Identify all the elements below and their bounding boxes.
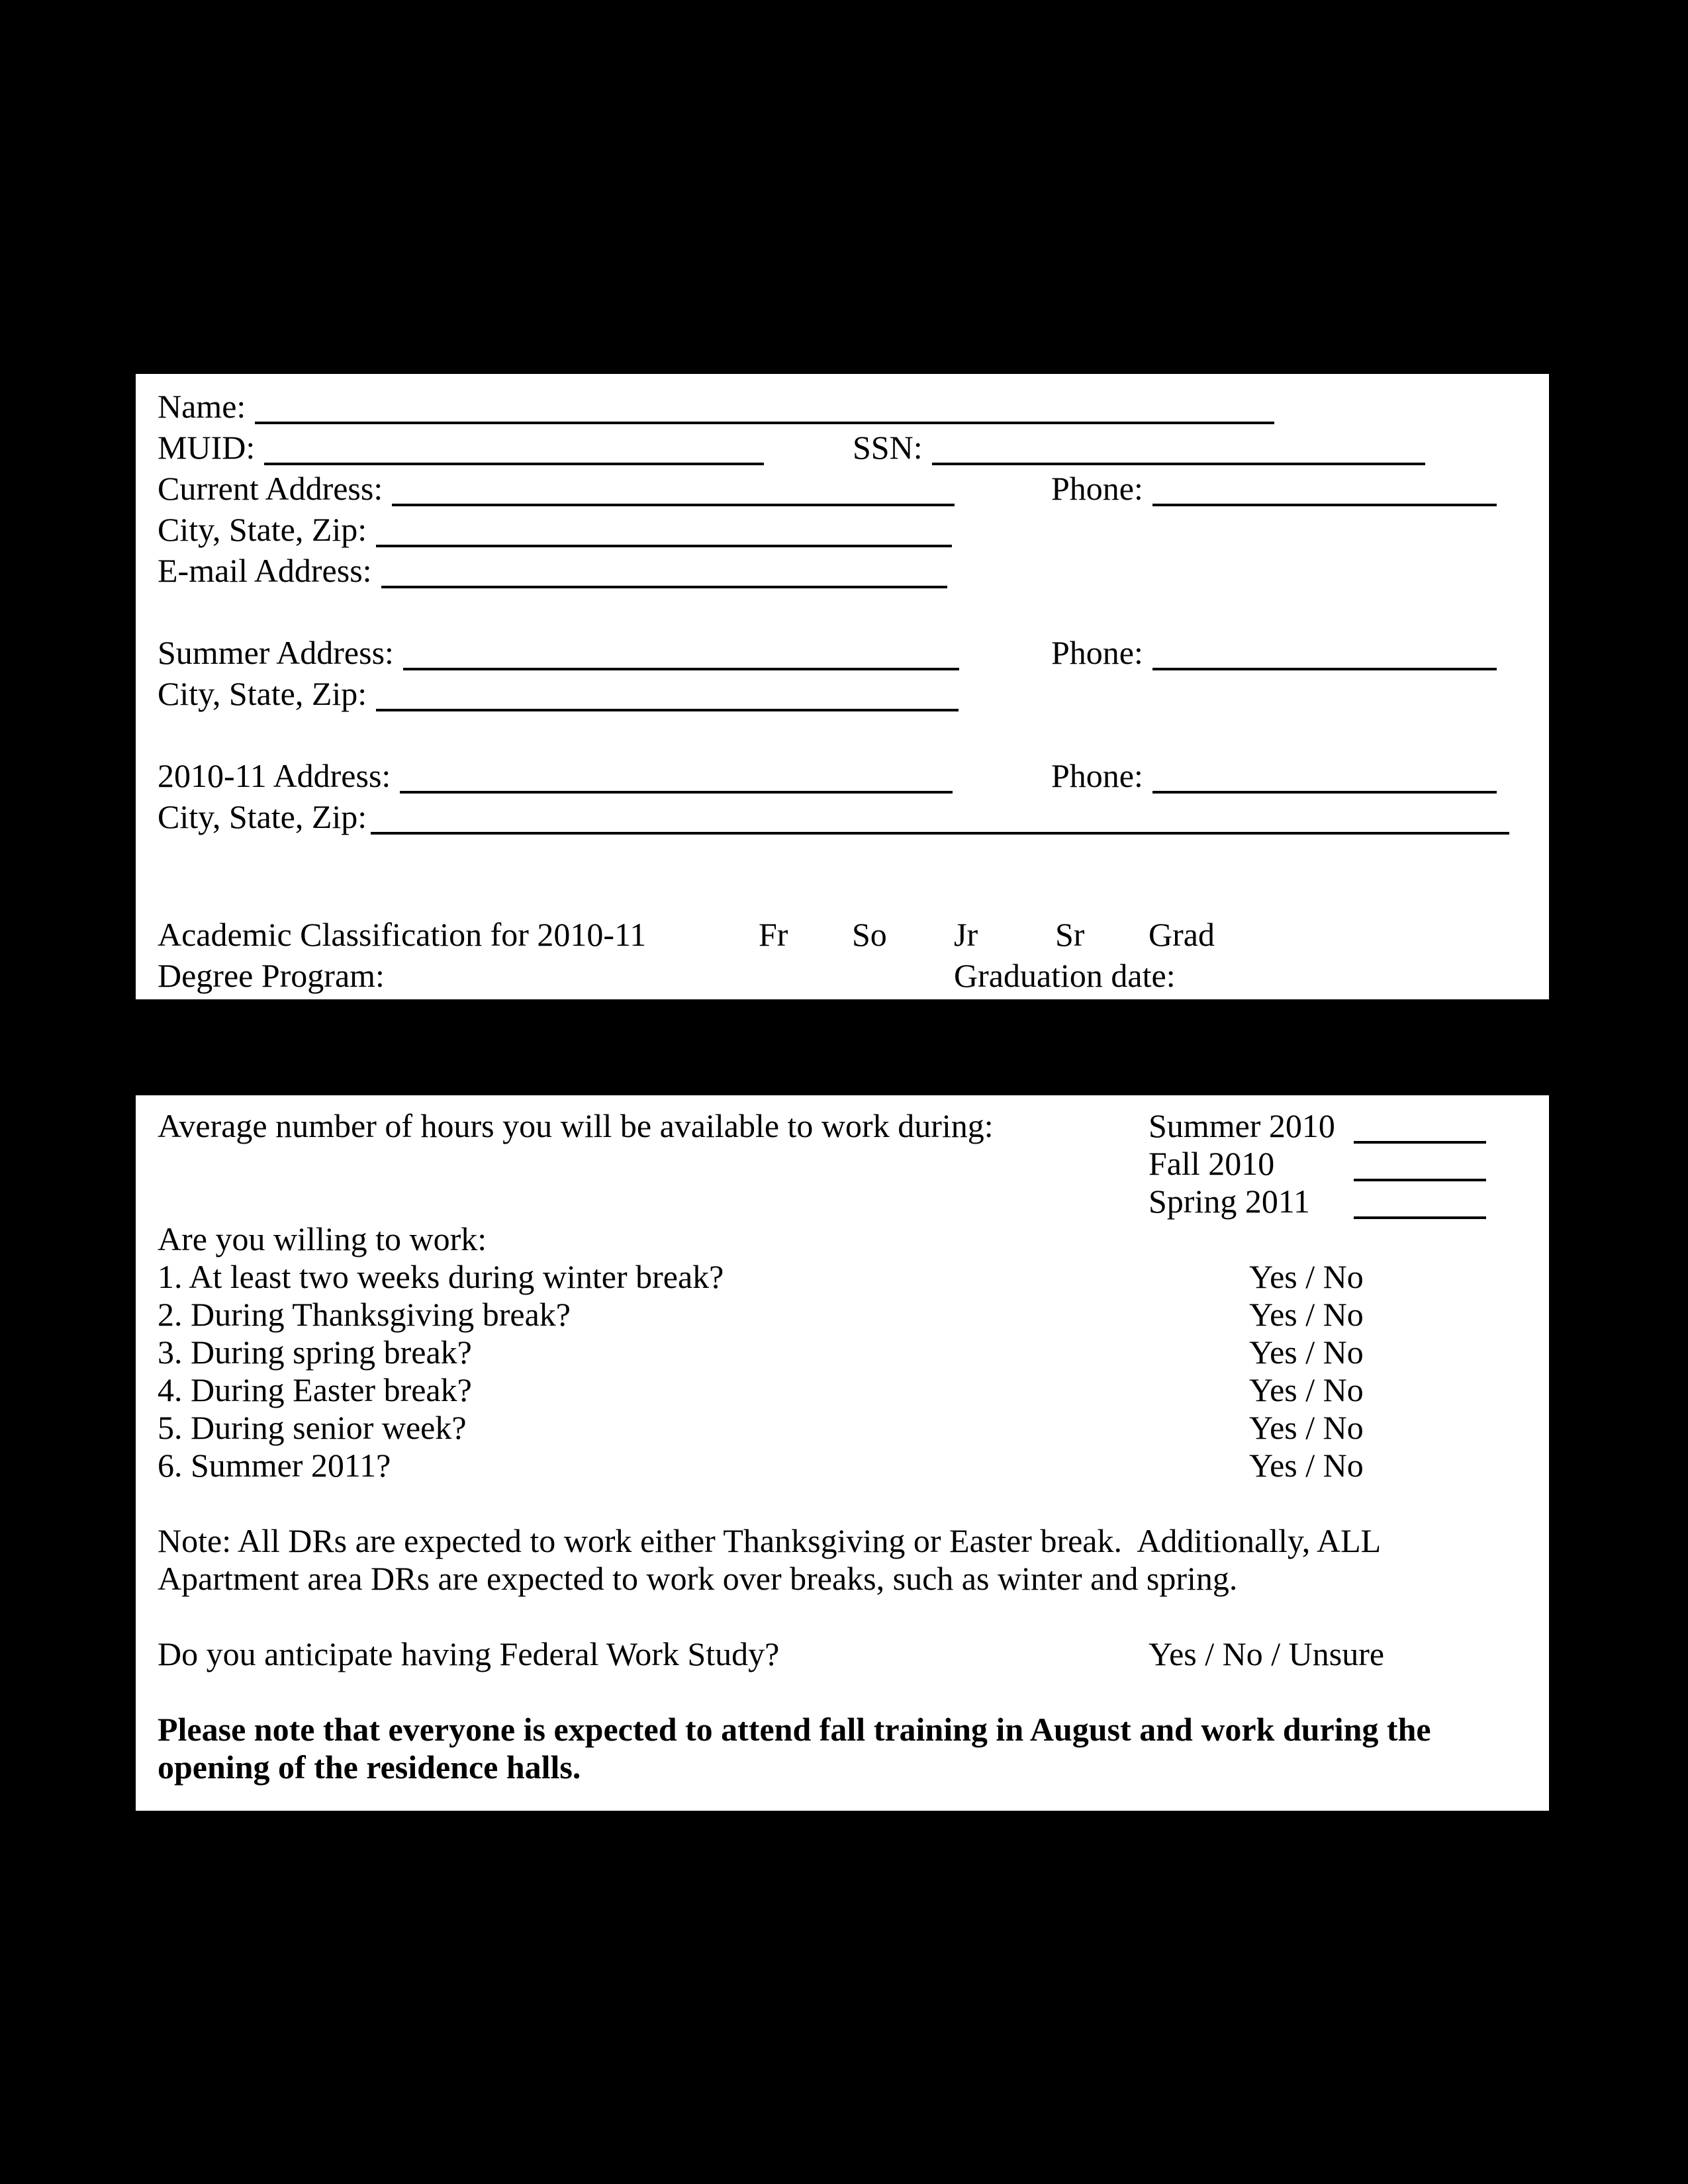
fws-question: Do you anticipate having Federal Work Study?	[158, 1635, 780, 1672]
spacer	[136, 1673, 1549, 1711]
phone-label: Phone:	[1051, 634, 1143, 671]
year-phone-input-line[interactable]	[1152, 783, 1497, 794]
year-phone-field	[1051, 755, 1497, 796]
spring-2011-hours-input-line[interactable]	[1354, 1208, 1486, 1219]
summer-city-row	[136, 673, 1549, 714]
question-row-6	[136, 1447, 1549, 1484]
year-address-label: 2010-11 Address:	[158, 757, 391, 794]
bold-note-line-1	[136, 1711, 1549, 1749]
fall-2010-row	[1149, 1145, 1552, 1183]
current-city-input-line[interactable]	[376, 537, 952, 547]
muid-ssn-row	[136, 427, 1549, 468]
current-phone-field	[1051, 468, 1497, 509]
spacer	[136, 591, 1549, 632]
question-text: 1. At least two weeks during winter break?	[158, 1258, 724, 1295]
current-phone-input-line[interactable]	[1152, 496, 1497, 506]
question-row-4	[136, 1371, 1549, 1409]
question-text: 3. During spring break?	[158, 1334, 472, 1371]
fall-2010-hours-input-line[interactable]	[1354, 1171, 1486, 1181]
question-text: 2. During Thanksgiving break?	[158, 1296, 571, 1333]
contact-info-panel	[136, 374, 1549, 999]
phone-label: Phone:	[1051, 470, 1143, 507]
note-text: Note: All DRs are expected to work either Thanksgiving or Easter break. Additionally, ALL	[158, 1522, 1382, 1559]
yes-no-options[interactable]: Yes / No	[1249, 1296, 1364, 1333]
fall-2010-label: Fall 2010	[1149, 1145, 1275, 1182]
ssn-label: SSN:	[853, 429, 923, 466]
classification-option-fr[interactable]: Fr	[759, 916, 788, 953]
name-input-line[interactable]	[255, 414, 1274, 424]
classification-option-grad[interactable]: Grad	[1149, 916, 1215, 953]
muid-input-line[interactable]	[264, 455, 764, 465]
email-label: E-mail Address:	[158, 552, 372, 589]
summer-phone-field	[1051, 632, 1497, 673]
yes-no-options[interactable]: Yes / No	[1249, 1447, 1364, 1484]
summer-2010-label: Summer 2010	[1149, 1107, 1335, 1144]
summer-city-input-line[interactable]	[376, 701, 959, 711]
availability-panel	[136, 1095, 1549, 1811]
spacer	[136, 837, 1549, 914]
bold-note-text: opening of the residence halls.	[158, 1749, 581, 1786]
current-address-input-line[interactable]	[392, 496, 955, 506]
year-city-input-line[interactable]	[371, 824, 1509, 835]
question-text: 4. During Easter break?	[158, 1371, 472, 1408]
note-line-1	[136, 1522, 1549, 1560]
spacer	[136, 1484, 1549, 1522]
bold-note-line-2	[136, 1749, 1549, 1786]
summer-address-label: Summer Address:	[158, 634, 394, 671]
spring-2011-row	[1149, 1183, 1552, 1220]
yes-no-options[interactable]: Yes / No	[1249, 1334, 1364, 1371]
bold-note-text: Please note that everyone is expected to attend fall training in August and work during the	[158, 1711, 1431, 1748]
year-address-input-line[interactable]	[400, 783, 953, 794]
degree-program-row	[136, 955, 1549, 996]
summer-address-row	[136, 632, 1549, 673]
name-label: Name:	[158, 388, 246, 425]
summer-address-input-line[interactable]	[403, 660, 959, 670]
academic-classification-label: Academic Classification for 2010-11	[158, 916, 647, 953]
willing-prompt: Are you willing to work:	[158, 1220, 487, 1257]
city-state-zip-label: City, State, Zip:	[158, 511, 367, 548]
summer-2010-hours-input-line[interactable]	[1354, 1133, 1486, 1144]
yes-no-options[interactable]: Yes / No	[1249, 1258, 1364, 1295]
summer-phone-input-line[interactable]	[1152, 660, 1497, 670]
hours-prompt: Average number of hours you will be available to work during:	[158, 1107, 994, 1144]
year-city-row	[136, 796, 1549, 837]
muid-label: MUID:	[158, 429, 256, 466]
question-row-5	[136, 1409, 1549, 1447]
yes-no-options[interactable]: Yes / No	[1249, 1371, 1364, 1408]
current-city-row	[136, 509, 1549, 550]
ssn-input-line[interactable]	[932, 455, 1425, 465]
hours-available-block	[136, 1107, 1549, 1220]
question-row-1	[136, 1258, 1549, 1296]
email-row	[136, 550, 1549, 591]
classification-option-so[interactable]: So	[852, 916, 887, 953]
note-text: Apartment area DRs are expected to work over breaks, such as winter and spring.	[158, 1560, 1238, 1597]
terms-column	[1149, 1107, 1552, 1220]
phone-label: Phone:	[1051, 757, 1143, 794]
classification-option-sr[interactable]: Sr	[1055, 916, 1085, 953]
year-address-row	[136, 755, 1549, 796]
spacer	[136, 714, 1549, 755]
willing-prompt-row	[136, 1220, 1549, 1258]
yes-no-unsure-options[interactable]: Yes / No / Unsure	[1149, 1635, 1385, 1672]
academic-classification-row	[136, 914, 1549, 955]
degree-program-label: Degree Program:	[158, 957, 385, 994]
federal-work-study-row	[136, 1635, 1549, 1673]
name-row	[136, 386, 1549, 427]
summer-2010-row	[1149, 1107, 1552, 1145]
spacer	[136, 1598, 1549, 1635]
graduation-date-label: Graduation date:	[954, 957, 1176, 994]
question-text: 5. During senior week?	[158, 1409, 467, 1446]
email-input-line[interactable]	[381, 578, 947, 588]
current-address-row	[136, 468, 1549, 509]
question-row-3	[136, 1334, 1549, 1371]
city-state-zip-label: City, State, Zip:	[158, 798, 367, 835]
spring-2011-label: Spring 2011	[1149, 1183, 1310, 1220]
city-state-zip-label: City, State, Zip:	[158, 675, 367, 712]
yes-no-options[interactable]: Yes / No	[1249, 1409, 1364, 1446]
note-line-2	[136, 1560, 1549, 1598]
ssn-field	[853, 427, 1425, 468]
question-text: 6. Summer 2011?	[158, 1447, 391, 1484]
current-address-label: Current Address:	[158, 470, 383, 507]
question-row-2	[136, 1296, 1549, 1334]
classification-option-jr[interactable]: Jr	[954, 916, 978, 953]
